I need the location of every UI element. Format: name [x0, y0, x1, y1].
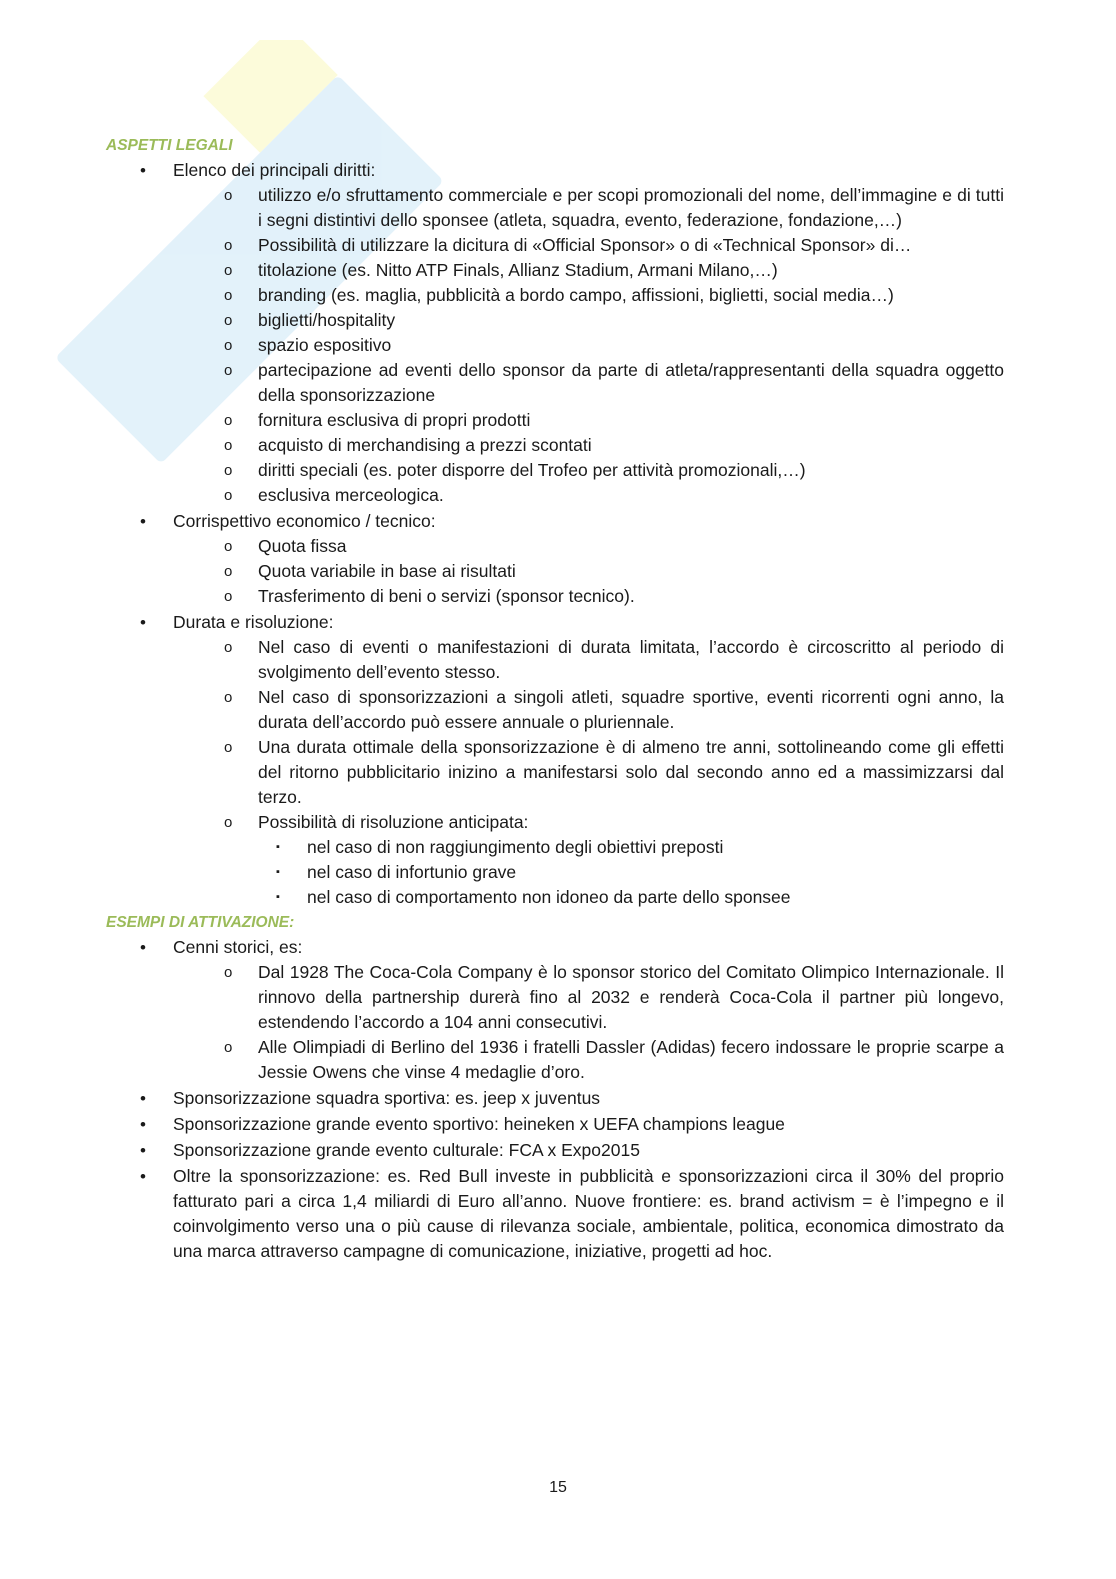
sub-sub-list: [258, 835, 1004, 910]
sub-sub-list-item: [106, 860, 1004, 885]
sub-list-item: [106, 233, 1004, 258]
bullet-circle-icon: o: [224, 487, 233, 504]
bullet-dot-icon: •: [140, 613, 146, 632]
bullet-dot-icon: •: [140, 1089, 146, 1108]
sub-list-item-text: partecipazione ad eventi dello sponsor da parte di atleta/rappresentanti della squadra oggetto della sponsorizzazione: [258, 360, 1004, 405]
sub-list-item: [106, 584, 1004, 609]
sub-list-item: [106, 283, 1004, 308]
sub-sub-list-item-text: nel caso di comportamento non idoneo da parte dello sponsee: [307, 887, 791, 907]
bullet-dot-icon: •: [140, 1167, 146, 1186]
section-heading: ASPETTI LEGALI: [106, 137, 233, 154]
sub-sub-list-item-text: nel caso di non raggiungimento degli obiettivi preposti: [307, 837, 724, 857]
bullet-dot-icon: •: [140, 1115, 146, 1134]
sub-list-item-text: Una durata ottimale della sponsorizzazione è di almeno tre anni, sottolineando come gli effetti del ritorno pubblicitario inizino a manifestarsi solo dal secondo anno ed a massimizzarsi dal terzo.: [258, 737, 1004, 807]
bullet-circle-icon: o: [224, 639, 233, 656]
sub-list: [173, 635, 1004, 910]
sub-list-item-text: Dal 1928 The Coca-Cola Company è lo sponsor storico del Comitato Olimpico Internazionale. Il rinnovo della partnership durerà fino al 2032 e renderà Coca-Cola il partner più longevo, estendendo l’accordo a 104 anni consecutivi.: [258, 962, 1004, 1032]
sub-list-item: [106, 810, 1004, 910]
sub-list: [173, 534, 1004, 609]
sub-list-item-text: branding (es. maglia, pubblicità a bordo campo, affissioni, biglietti, social media…): [258, 285, 894, 305]
list-item-text: Sponsorizzazione grande evento sportivo: heineken x UEFA champions league: [173, 1114, 785, 1134]
sub-list-item-text: esclusiva merceologica.: [258, 485, 444, 505]
bullet-circle-icon: o: [224, 337, 233, 354]
list-item-text: Oltre la sponsorizzazione: es. Red Bull investe in pubblicità e sponsorizzazioni circa il 30% del proprio fatturato pari a circa 1,4 miliardi di Euro all’anno. Nuove frontiere: es. brand activism = è l’impegno e il coinvolgimento verso una o più cause di rilevanza sociale, ambientale, politica, economica dimostrato da una marca attraverso campagne di comunicazione, iniziative, progetti ad hoc.: [173, 1166, 1004, 1261]
sub-list-item-text: Possibilità di utilizzare la dicitura di «Official Sponsor» o di «Technical Sponsor» di…: [258, 235, 912, 255]
sub-list-item: [106, 183, 1004, 233]
page-number: 15: [549, 1479, 567, 1496]
sub-list-item: [106, 559, 1004, 584]
bullet-circle-icon: o: [224, 312, 233, 329]
bullet-circle-icon: o: [224, 964, 233, 981]
sub-list-item-text: acquisto di merchandising a prezzi scontati: [258, 435, 592, 455]
bullet-circle-icon: o: [224, 362, 233, 379]
sub-list-item-text: Trasferimento di beni o servizi (sponsor tecnico).: [258, 586, 635, 606]
list-item: [106, 1086, 1004, 1111]
sub-list-item: [106, 358, 1004, 408]
bullet-circle-icon: o: [224, 538, 233, 555]
sub-list-item-text: diritti speciali (es. poter disporre del Trofeo per attività promozionali,…): [258, 460, 806, 480]
bullet-dot-icon: •: [140, 161, 146, 180]
sub-list-item: [106, 635, 1004, 685]
sub-list-item-text: Nel caso di sponsorizzazioni a singoli atleti, squadre sportive, eventi ricorrenti ogni anno, la durata dell’accordo può essere annuale o pluriennale.: [258, 687, 1004, 732]
bullet-dot-icon: •: [140, 1141, 146, 1160]
sub-list-item-text: biglietti/hospitality: [258, 310, 396, 330]
list-item-text: Durata e risoluzione:: [173, 612, 334, 632]
bullet-circle-icon: o: [224, 588, 233, 605]
bullet-dot-icon: •: [140, 512, 146, 531]
bullet-circle-icon: o: [224, 437, 233, 454]
section-legal-aspects: [106, 133, 1004, 910]
sub-sub-list-item: [106, 835, 1004, 860]
sub-list-item-text: Quota fissa: [258, 536, 347, 556]
bullet-circle-icon: o: [224, 462, 233, 479]
sub-list-item-text: spazio espositivo: [258, 335, 392, 355]
sub-sub-list-item: [106, 885, 1004, 910]
sub-list-item-text: utilizzo e/o sfruttamento commerciale e per scopi promozionali del nome, dell’immagine e di tutti i segni distintivi dello sponsee (atleta, squadra, evento, federazione, fondazione,…): [258, 185, 1004, 230]
sub-list-item: [106, 258, 1004, 283]
list-item: [106, 935, 1004, 1085]
document-body: [106, 133, 1004, 1264]
bullet-circle-icon: o: [224, 262, 233, 279]
list-item: [106, 1112, 1004, 1137]
list-item-text: Sponsorizzazione squadra sportiva: es. jeep x juventus: [173, 1088, 601, 1108]
bullet-circle-icon: o: [224, 814, 233, 831]
sub-list-item-text: Possibilità di risoluzione anticipata:: [258, 812, 529, 832]
sub-list-item: [106, 458, 1004, 483]
list-item: [106, 1138, 1004, 1163]
list-item-text: Corrispettivo economico / tecnico:: [173, 511, 436, 531]
sub-list-item-text: fornitura esclusiva di propri prodotti: [258, 410, 531, 430]
sub-list-item: [106, 534, 1004, 559]
sub-list-item: [106, 433, 1004, 458]
bullet-circle-icon: o: [224, 563, 233, 580]
list-item-text: Cenni storici, es:: [173, 937, 303, 957]
section-heading: ESEMPI DI ATTIVAZIONE:: [106, 914, 295, 931]
bullet-circle-icon: o: [224, 412, 233, 429]
sub-list-item: [106, 483, 1004, 508]
bullet-square-icon: ▪: [276, 841, 280, 853]
bullet-circle-icon: o: [224, 1039, 233, 1056]
list-item-text: Elenco dei principali diritti:: [173, 160, 376, 180]
sub-list-item: [106, 685, 1004, 735]
sub-list-item-text: Nel caso di eventi o manifestazioni di durata limitata, l’accordo è circoscritto al periodo di svolgimento dell’evento stesso.: [258, 637, 1004, 682]
sub-list-item: [106, 1035, 1004, 1085]
bullet-dot-icon: •: [140, 938, 146, 957]
bullet-circle-icon: o: [224, 187, 233, 204]
sub-list-item: [106, 308, 1004, 333]
bullet-square-icon: ▪: [276, 866, 280, 878]
sub-list: [173, 960, 1004, 1085]
sub-list-item: [106, 408, 1004, 433]
list-item-text: Sponsorizzazione grande evento culturale: FCA x Expo2015: [173, 1140, 640, 1160]
sub-list-item: [106, 735, 1004, 810]
sub-list-item-text: titolazione (es. Nitto ATP Finals, Allianz Stadium, Armani Milano,…): [258, 260, 778, 280]
list-item: [106, 158, 1004, 508]
sub-list-item: [106, 333, 1004, 358]
sub-list-item: [106, 960, 1004, 1035]
bullet-circle-icon: o: [224, 739, 233, 756]
bullet-square-icon: ▪: [276, 891, 280, 903]
sub-list-item-text: Alle Olimpiadi di Berlino del 1936 i fratelli Dassler (Adidas) fecero indossare le proprie scarpe a Jessie Owens che vinse 4 medaglie d’oro.: [258, 1037, 1004, 1082]
list-item: [106, 610, 1004, 910]
sub-list-item-text: Quota variabile in base ai risultati: [258, 561, 516, 581]
bullet-list: [106, 935, 1004, 1264]
bullet-circle-icon: o: [224, 237, 233, 254]
sub-list: [173, 183, 1004, 508]
bullet-circle-icon: o: [224, 689, 233, 706]
list-item: [106, 509, 1004, 609]
section-activation-examples: [106, 910, 1004, 1264]
list-item: [106, 1164, 1004, 1264]
sub-sub-list-item-text: nel caso di infortunio grave: [307, 862, 517, 882]
bullet-list: [106, 158, 1004, 910]
bullet-circle-icon: o: [224, 287, 233, 304]
